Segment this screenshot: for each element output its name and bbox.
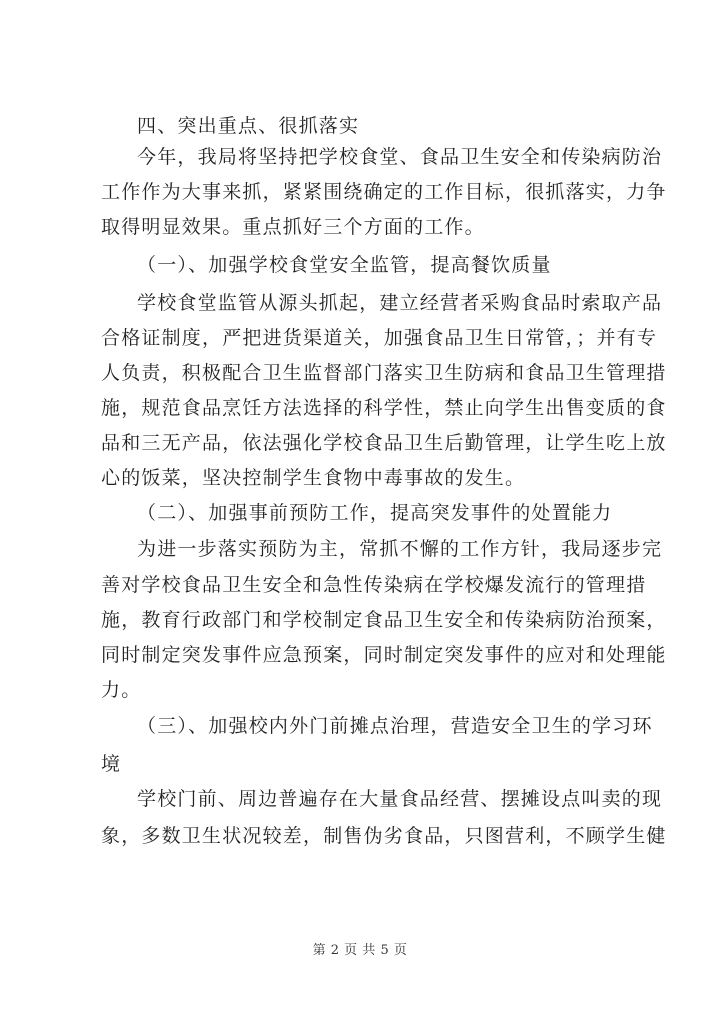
paragraph-line: 为进一步落实预防为主，常抓不懈的工作方针，我局逐步完 [137, 538, 663, 560]
page-number-footer: 第 2 页 共 5 页 [312, 943, 408, 958]
paragraph-line: 心的饭菜，坚决控制学生食物中毒事故的发生。 [101, 467, 526, 489]
section-heading: （二）、加强事前预防工作，提高突发事件的处置能力 [137, 502, 613, 524]
paragraph-line: 同时制定突发事件应急预案，同时制定突发事件的应对和处理能 [101, 644, 667, 666]
paragraph-line: 学校门前、周边普遍存在大量食品经营、摆摊设点叫卖的现 [137, 788, 663, 810]
paragraph-line: 力。 [101, 679, 142, 701]
paragraph-line: 合格证制度，严把进货渠道关，加强食品卫生日常管，；并有专 [101, 327, 658, 349]
paragraph-line: 施，教育行政部门和学校制定食品卫生安全和传染病防治预案， [101, 609, 667, 631]
paragraph-line: （三）、加强校内外门前摊点治理，营造安全卫生的学习环 [137, 715, 653, 737]
paragraph-line: 取得明显效果。重点抓好三个方面的工作。 [101, 216, 485, 238]
paragraph-line: 境 [101, 753, 122, 775]
section-heading: 四、突出重点、很抓落实 [137, 115, 360, 137]
paragraph-line: 今年，我局将坚持把学校食堂、食品卫生安全和传染病防治 [137, 146, 663, 168]
paragraph-line: 施，规范食品烹饪方法选择的科学性，禁止向学生出售变质的食 [101, 397, 667, 419]
section-heading: （一）、加强学校食堂安全监管，提高餐饮质量 [137, 254, 552, 276]
paragraph-line: 工作作为大事来抓，紧紧围绕确定的工作目标，很抓落实，力争 [101, 181, 667, 203]
paragraph-line: 学校食堂监管从源头抓起，建立经营者采购食品时索取产品 [137, 292, 663, 314]
paragraph-line: 象，多数卫生状况较差，制售伪劣食品，只图营利，不顾学生健 [101, 825, 667, 847]
paragraph-line: 品和三无产品，依法强化学校食品卫生后勤管理，让学生吃上放 [101, 432, 667, 454]
paragraph-line: 人负责，积极配合卫生监督部门落实卫生防病和食品卫生管理措 [101, 362, 667, 384]
paragraph-line: 善对学校食品卫生安全和急性传染病在学校爆发流行的管理措 [101, 574, 647, 596]
